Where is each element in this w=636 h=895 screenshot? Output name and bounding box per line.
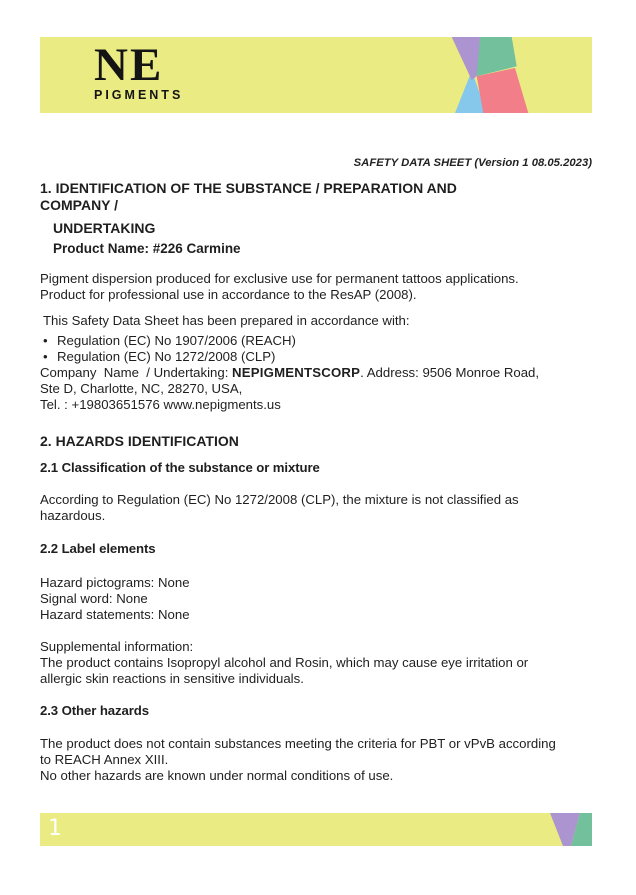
hazard-statements-line: Hazard statements: None [40,606,190,622]
section2-2-heading: 2.2 Label elements [40,541,156,556]
section1-subheading: UNDERTAKING [53,220,156,236]
bullet-marker: • [43,349,48,364]
label-elements-list [40,575,592,623]
bullet-text: Regulation (EC) No 1272/2008 (CLP) [57,349,276,364]
signal-word-line: Signal word: None [40,590,148,606]
deco-quad-purple [452,37,480,80]
section1-heading-line1: 1. IDENTIFICATION OF THE SUBSTANCE / PREPARATION AND [40,180,457,196]
deco-quad-pink [477,68,529,113]
other-hazards-line: to REACH Annex XIII. [40,752,169,767]
document-body [40,113,592,784]
bullet-marker: • [43,333,48,348]
logo-wordmark: NE [94,39,164,91]
section2-1-heading: 2.1 Classification of the substance or mixture [40,459,320,475]
sheet-version-line: SAFETY DATA SHEET (Version 1 08.05.2023) [353,157,592,169]
classification-line: hazardous. [40,508,106,523]
company-contact-line: Tel. : +19803651576 www.nepigments.us [40,397,281,412]
other-hazards-line: No other hazards are known under normal conditions of use. [40,768,394,783]
regulation-bullet-item [43,333,592,349]
other-hazards-line: The product does not contain substances meeting the criteria for PBT or vPvB according [40,736,556,751]
section2-heading: 2. HAZARDS IDENTIFICATION [40,433,239,449]
supplemental-label: Supplemental information: [40,638,194,654]
classification-paragraph [40,492,592,524]
company-name: NEPIGMENTSCORP [232,365,361,380]
company-info-paragraph [40,365,592,413]
footer-decoration-shapes [40,813,592,846]
company-label: Company Name / Undertaking: [40,365,233,380]
other-hazards-paragraph [40,736,592,784]
hazard-pictograms-line: Hazard pictograms: None [40,574,190,590]
logo-subtitle: PIGMENTS [94,88,184,102]
section1-heading [40,180,592,213]
page-number: 1 [48,816,62,841]
regulation-bullet-list [43,333,592,365]
classification-line: According to Regulation (EC) No 1272/2008 (CLP), the mixture is not classified as [40,492,519,507]
company-name-line [40,365,592,381]
intro-line: Pigment dispersion produced for exclusive use for permanent tattoos applications. [40,271,519,286]
product-intro-paragraph [40,271,592,303]
supplemental-line: allergic skin reactions in sensitive individuals. [40,670,304,686]
supplemental-line: The product contains Isopropyl alcohol and Rosin, which may cause eye irritation or [40,654,529,670]
product-name-line: Product Name: #226 Carmine [53,240,241,256]
footer-banner [40,813,592,846]
company-address-line: Ste D, Charlotte, NC, 28270, USA, [40,381,243,396]
regulation-bullet-item [43,349,592,365]
header-banner [40,37,592,113]
intro-line: Product for professional use in accordance to the ResAP (2008). [40,287,417,302]
section1-heading-line2: COMPANY / [40,196,119,213]
section2-3-heading: 2.3 Other hazards [40,702,149,718]
company-logo [94,39,184,102]
bullet-text: Regulation (EC) No 1907/2006 (REACH) [57,333,296,348]
supplemental-paragraph [40,639,592,687]
company-address-start: . Address: 9506 Monroe Road, [360,365,540,380]
prepared-in-accordance-line: This Safety Data Sheet has been prepared in accordance with: [43,313,410,328]
